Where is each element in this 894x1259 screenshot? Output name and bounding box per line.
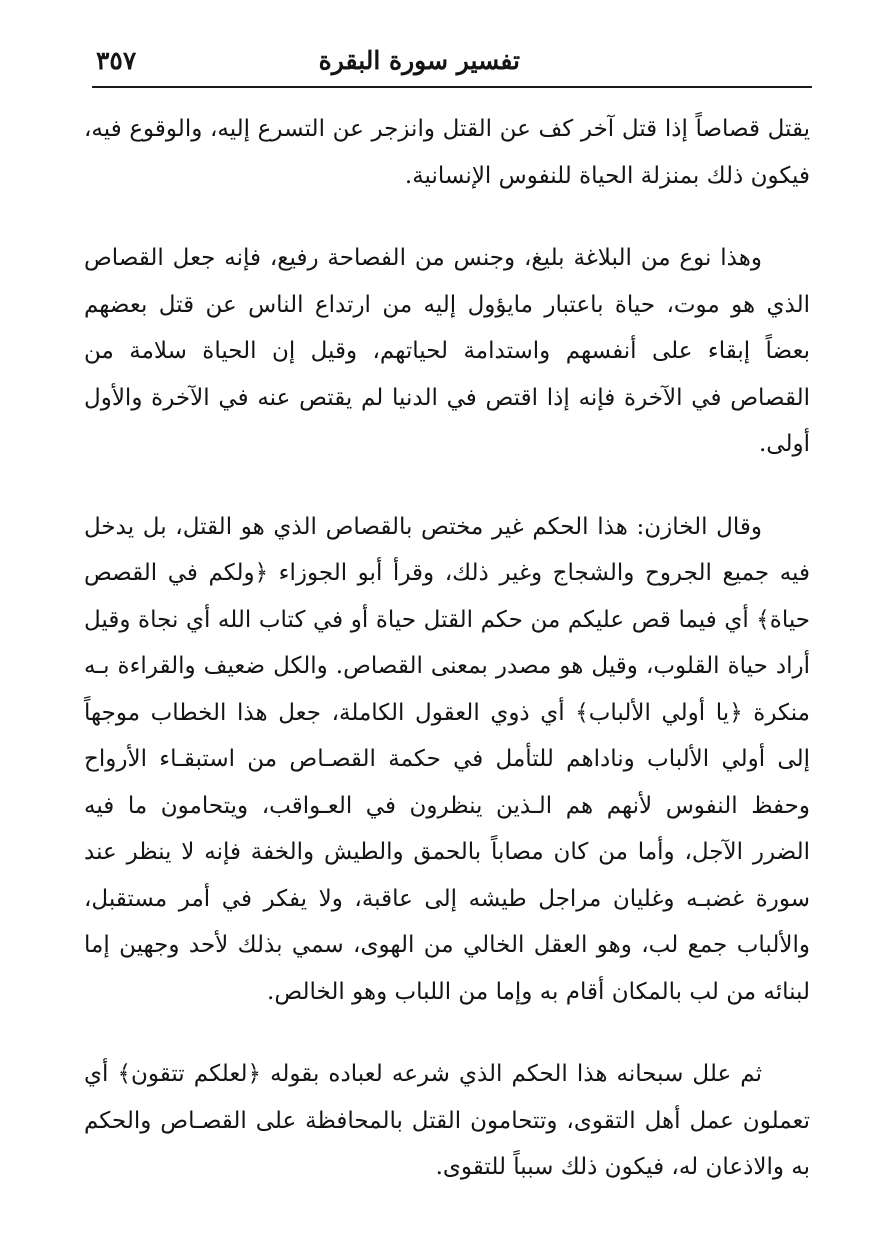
- body-text: [84, 106, 810, 1191]
- page-number: ٣٥٧: [96, 46, 137, 75]
- header-title: تفسير سورة البقرة: [318, 46, 520, 75]
- paragraph-2: وهذا نوع من البلاغة بليغ، وجنس من الفصاحة رفيع، فإنه جعل القصاص الذي هو موت، حياة باعتبار مايؤول إليه من ارتداع الناس عن قتل بعضهم بعضاً إبقاء على أنفسهم واستدامة لحياتهم، وقيل إن الحياة سلامة من القصاص في الآخرة فإنه إذا اقتص في الدنيا لم يقتص عنه في الآخرة والأول أولى.: [84, 245, 810, 457]
- running-header: [96, 40, 810, 84]
- paragraph-3: وقال الخازن: هذا الحكم غير مختص بالقصاص الذي هو القتل، بل يدخل فيه جميع الجروح والشجاج وغير ذلك، وقرأ أبو الجوزاء ﴿ولكم في القصص حياة﴾ أي فيما قص عليكم من حكم القتل حياة أو في كتاب الله أي نجاة وقيل أراد حياة القلوب، وقيل هو مصدر بمعنى القصاص. والكل ضعيف والقراءة بـه منكرة ﴿يا أولي الألباب﴾ أي ذوي العقول الكاملة، جعل هذا الخطاب موجهاً إلى أولي الألباب وناداهم للتأمل في حكمة القصـاص من استبقـاء الأرواح وحفظ النفوس لأنهم هم الـذين ينظرون في العـواقب، ويتحامون ما فيه الضرر الآجل، وأما من كان مصاباً بالحمق والطيش والخفة فإنه لا ينظر عند سورة غضبـه وغليان مراجل طيشه إلى عاقبة، ولا يفكر في أمر مستقبل، والألباب جمع لب، وهو العقل الخالي من الهوى، سمي بذلك لأحد وجهين إما لبنائه من لب بالمكان أقام به وإما من اللباب وهو الخالص.: [84, 513, 810, 1005]
- paragraph-1: يقتل قصاصاً إذا قتل آخر كف عن القتل وانزجر عن التسرع إليه، والوقوع فيه، فيكون ذلك بمنزلة الحياة للنفوس الإنسانية.: [84, 116, 810, 189]
- paragraph-4: ثم علل سبحانه هذا الحكم الذي شرعه لعباده بقوله ﴿لعلكم تتقون﴾ أي تعملون عمل أهل التقوى، وتتحامون القتل بالمحافظة على القصـاص والحكم به والاذعان له، فيكون ذلك سبباً للتقوى.: [84, 1061, 810, 1180]
- header-divider: [92, 86, 812, 88]
